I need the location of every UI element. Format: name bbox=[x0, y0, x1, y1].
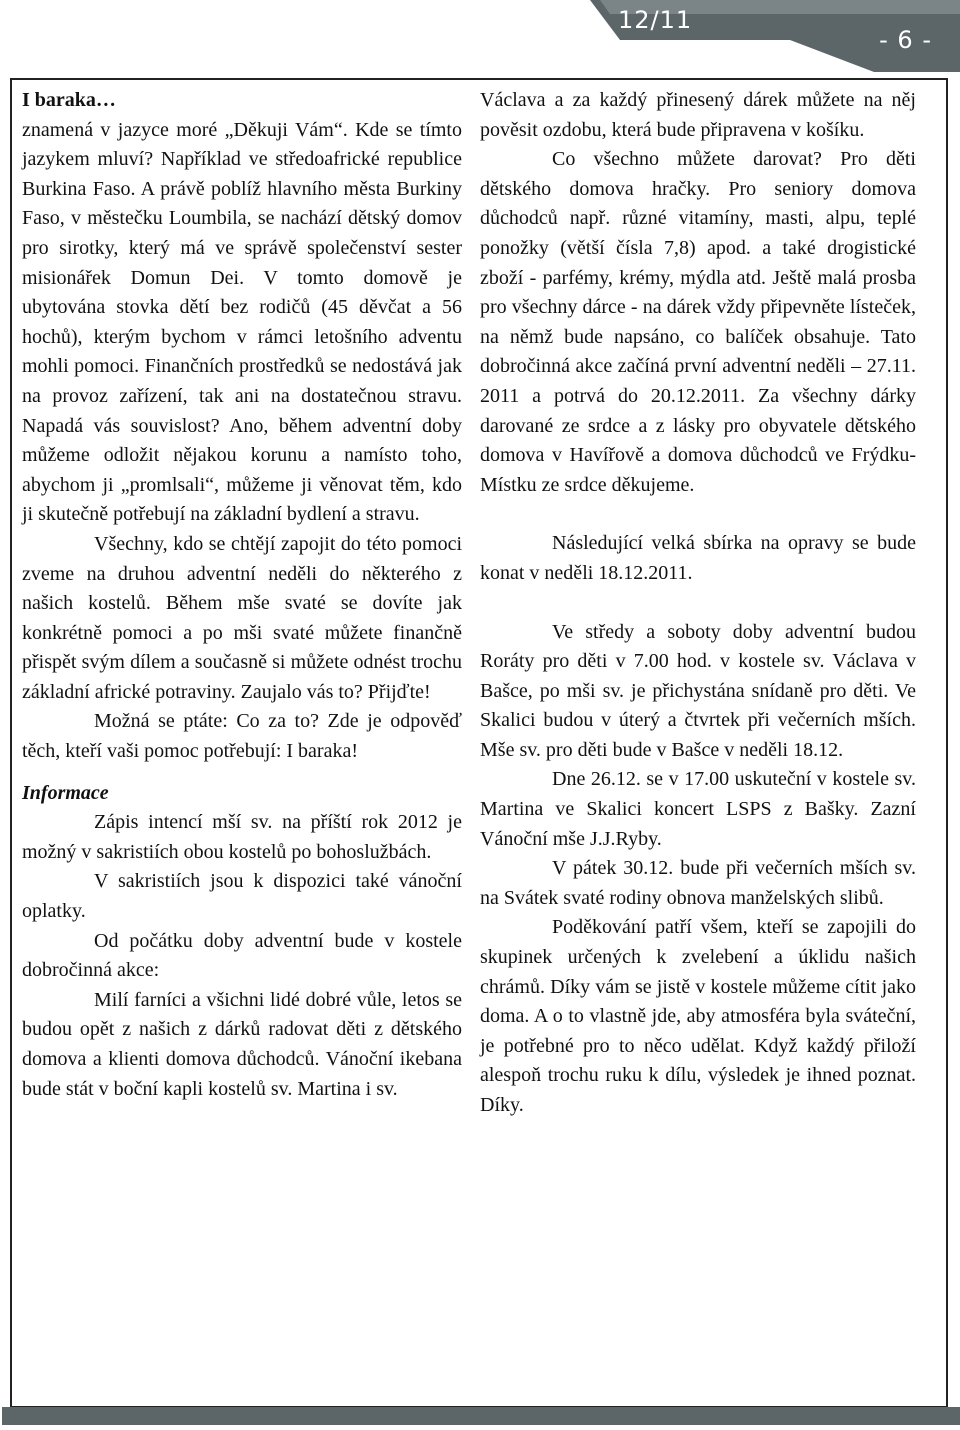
paragraph: Co všechno můžete darovat? Pro děti dětského domova hračky. Pro seniory domova důchodců např. různé vitamíny, masti, alpu, teplé ponožky (větší čísla 7,8) apod. a také drogistické zboží - parfémy, krémy, mýdla atd. Ještě malá prosba pro všechny dárce - na dárek vždy připevněte lísteček, na němž bude napsáno, co balíček obsahuje. Tato dobročinná akce začíná první adventní neděli – 27.11. 2011 a potrvá do 20.12.2011. Za všechny dárky darované ze srdce a z lásky pro obyvatele dětského domova v Havířově a domova důchodců ve Frýdku-Místku ze srdce děkujeme. bbox=[480, 148, 916, 496]
page-number: - 6 - bbox=[879, 26, 932, 54]
paragraph: V pátek 30.12. bude při večerních mších sv. na Svátek svaté rodiny obnova manželských slibů. bbox=[480, 857, 916, 909]
right-column bbox=[480, 86, 916, 1121]
issue-number: 12/11 bbox=[618, 6, 693, 34]
paragraph: Václava a za každý přinesený dárek můžete na něj pověsit ozdobu, která bude připravena v košíku. bbox=[480, 89, 916, 141]
spacer bbox=[480, 500, 916, 529]
paragraph: Ve středy a soboty doby adventní budou Roráty pro děti v 7.00 hod. v kostele sv. Václava v Bašce, po mši sv. je přichystána snídaně pro děti. Ve Skalici budou v úterý a čtvrtek při večerních mších. Mše sv. pro děti bude v Bašce v neděli 18.12. bbox=[480, 620, 916, 761]
page-header bbox=[0, 0, 960, 80]
article-heading: I baraka… bbox=[22, 89, 116, 111]
paragraph: Všechny, kdo se chtějí zapojit do této pomoci zveme na druhou adventní neděli do některého z našich kostelů. Během mše svaté se dovíte jak konkrétně pomoci a po mši svaté můžete finančně přispět svým dílem a současně si můžete odnést trochu základní africké potraviny. Zaujalo vás to? Přijďte! bbox=[22, 532, 462, 703]
paragraph: Od počátku doby adventní bude v kostele dobročinná akce: bbox=[22, 929, 462, 982]
paragraph: znamená v jazyce moré „Děkuji Vám“. Kde se tímto jazykem mluví? Například ve středoafrické republice Burkina Faso. A právě poblíž hlavního města Burkiny Faso, v městečku Loumbila, se nachází dětský domov pro sirotky, který má ve správě společenství sester misionářek Domun Dei. V tomto domově je ubytována stovka dětí bez rodičů (45 děvčat a 56 hochů), kterým bychom v rámci letošního adventu mohli pomoci. Finančních prostředků se nedostává jak na provoz zařízení, tak ani na dostatečnou stravu. Napadá vás souvislost? Ano, během adventní doby můžeme odložit nějakou korunu a namísto toho, abychom ji „promlsali“, můžeme ji věnovat těm, kdo ji skutečně potřebují na základní bydlení a stravu. bbox=[22, 118, 462, 526]
paragraph: Poděkování patří všem, kteří se zapojili do skupinek určených k zvelebení a úklidu našich chrámů. Díky vám se jistě v kostele můžeme cítit jako doma. A o to vlastně jde, aby atmosféra byla sváteční, je potřebné pro to něco udělat. Když každý přiloží alespoň trochu ruku k dílu, výsledek je ihned poznat. Díky. bbox=[480, 916, 916, 1116]
section-heading-informace: Informace bbox=[22, 781, 109, 804]
header-band bbox=[0, 0, 960, 80]
paragraph: Následující velká sbírka na opravy se bude konat v neděli 18.12.2011. bbox=[480, 532, 916, 584]
paragraph: Milí farníci a všichni lidé dobré vůle, letos se budou opět z našich z dárků radovat děti z dětského domova a klienti domova důchodců. Vánoční ikebana bude stát v boční kapli kostelů sv. Martina i sv. bbox=[22, 988, 462, 1100]
spacer bbox=[480, 589, 916, 618]
paragraph: Zápis intencí mší sv. na příští rok 2012 je možný v sakristiích obou kostelů po bohoslužbách. bbox=[22, 811, 462, 863]
paragraph: V sakristiích jsou k dispozici také vánoční oplatky. bbox=[22, 870, 462, 923]
left-column bbox=[22, 86, 462, 1104]
footer-band bbox=[2, 1407, 960, 1425]
paragraph: Možná se ptáte: Co za to? Zde je odpověď těch, kteří vaši pomoc potřebují: I baraka! bbox=[22, 710, 462, 763]
paragraph: Dne 26.12. se v 17.00 uskuteční v kostele sv. Martina ve Skalici koncert LSPS z Bašky. Zazní Vánoční mše J.J.Ryby. bbox=[480, 768, 916, 850]
